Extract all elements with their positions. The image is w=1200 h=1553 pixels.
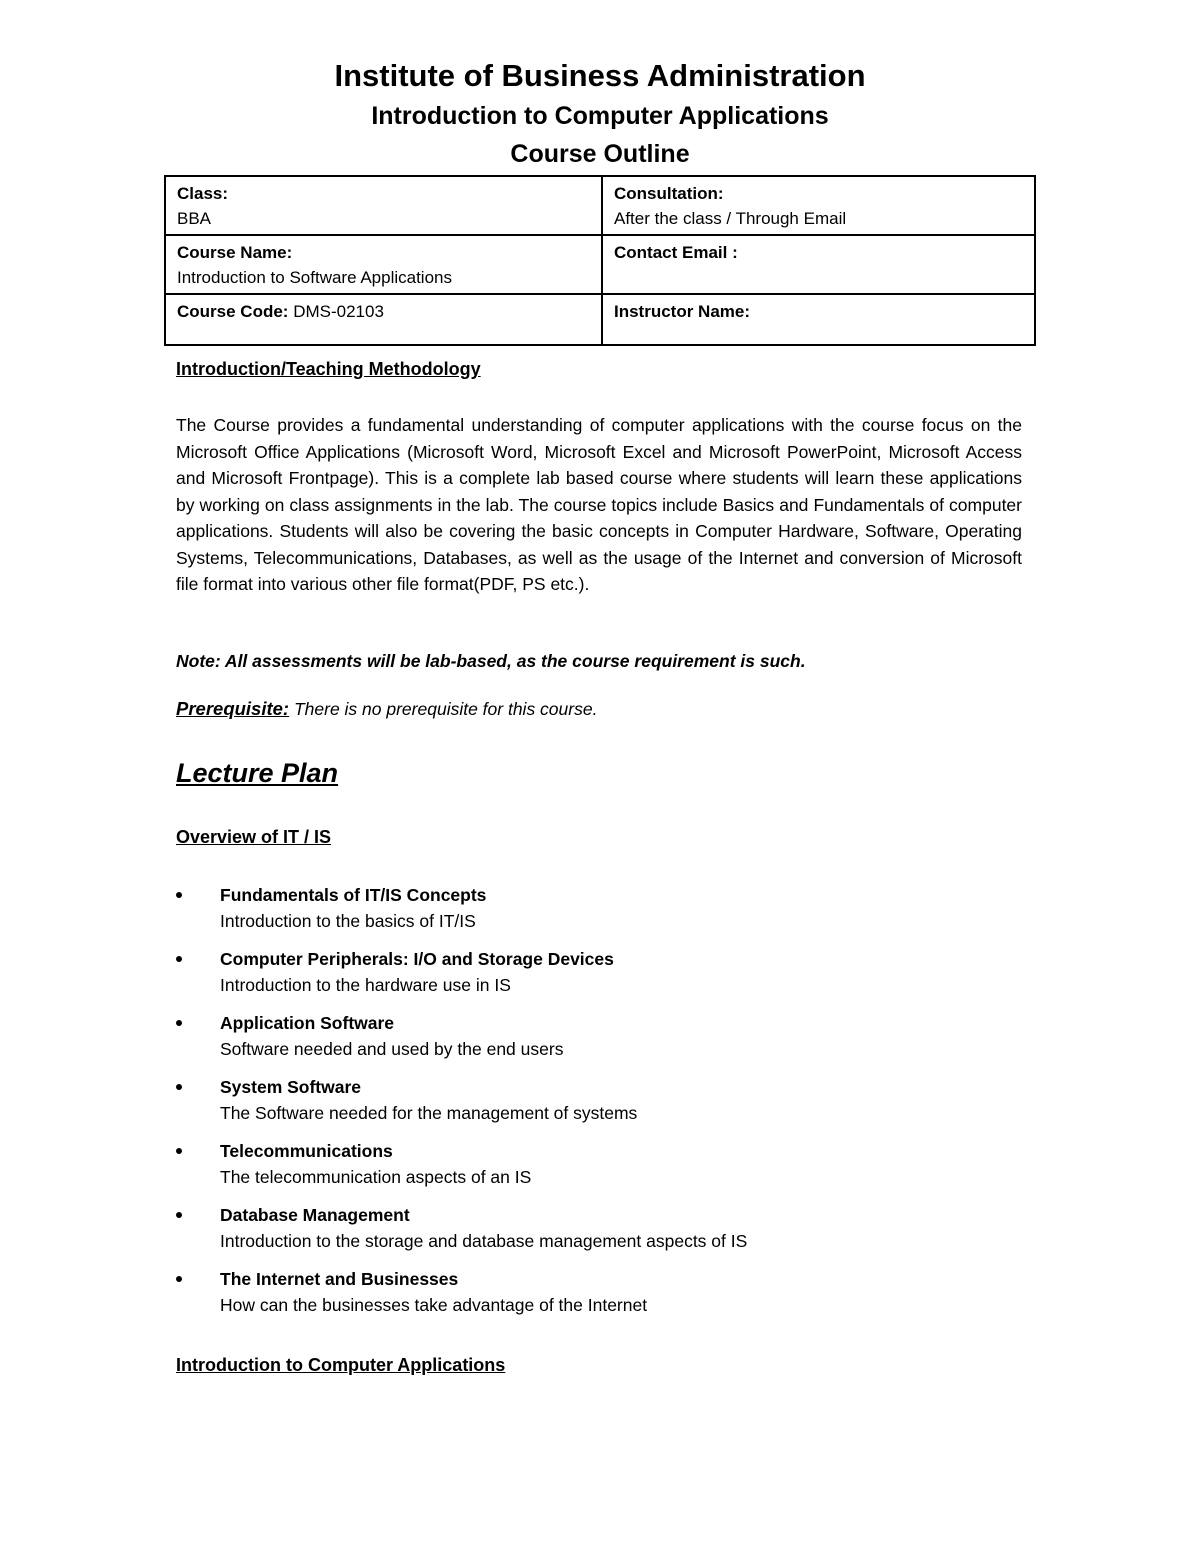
overview-heading: Overview of IT / IS	[176, 827, 332, 847]
instructor-label: Instructor Name:	[614, 302, 751, 321]
bullet-icon	[176, 1084, 182, 1090]
course-code-cell	[165, 294, 602, 345]
course-name-label: Course Name:	[177, 243, 293, 262]
topic-description: Introduction to the hardware use in IS	[220, 975, 511, 995]
topic-list	[176, 882, 1026, 1330]
document-type-title: Course Outline	[510, 140, 690, 168]
topic-description: Introduction to the storage and database management aspects of IS	[220, 1231, 748, 1251]
topic-title: Application Software	[220, 1013, 395, 1033]
methodology-paragraph: The Course provides a fundamental understanding of computer applications with the course focus on the Microsoft Office Applications (Microsoft Word, Microsoft Excel and Microsoft PowerPoint, Microsoft Access and Microsoft Frontpage). This is a complete lab based course where students will learn these applications by working on class assignments in the lab. The course topics include Basics and Fundamentals of computer applications. Students will also be covering the basic concepts in Computer Hardware, Software, Operating Systems, Telecommunications, Databases, as well as the usage of the Internet and conversion of Microsoft file format into various other file format(PDF, PS etc.).	[176, 415, 1022, 594]
list-item	[176, 1074, 1026, 1126]
list-item	[176, 946, 1026, 998]
table-row	[165, 176, 1035, 235]
prerequisite-label: Prerequisite:	[176, 698, 290, 719]
table-row	[165, 235, 1035, 294]
methodology-heading: Introduction/Teaching Methodology	[176, 359, 481, 379]
instructor-cell	[602, 294, 1035, 345]
bullet-icon	[176, 1276, 182, 1282]
course-name-cell	[165, 235, 602, 294]
topic-title: Telecommunications	[220, 1141, 393, 1161]
bullet-icon	[176, 1212, 182, 1218]
bullet-icon	[176, 956, 182, 962]
list-item	[176, 1266, 1026, 1318]
institute-title: Institute of Business Administration	[334, 58, 866, 93]
assessment-note: Note: All assessments will be lab-based, as the course requirement is such.	[176, 651, 806, 671]
course-title: Introduction to Computer Applications	[371, 102, 829, 130]
topic-description: How can the businesses take advantage of the Internet	[220, 1295, 648, 1315]
prerequisite-line	[176, 698, 1026, 720]
bullet-icon	[176, 1020, 182, 1026]
class-label: Class:	[177, 184, 229, 203]
topic-description: The telecommunication aspects of an IS	[220, 1167, 532, 1187]
prerequisite-text: There is no prerequisite for this course.	[289, 699, 598, 719]
topic-title: The Internet and Businesses	[220, 1269, 459, 1289]
class-cell	[165, 176, 602, 235]
list-item	[176, 1138, 1026, 1190]
consultation-label: Consultation:	[614, 184, 724, 203]
bullet-icon	[176, 1148, 182, 1154]
consultation-value: After the class / Through Email	[614, 209, 847, 228]
course-code-label: Course Code:	[177, 302, 289, 321]
topic-title: System Software	[220, 1077, 362, 1097]
topic-description: Software needed and used by the end users	[220, 1039, 564, 1059]
topic-title: Computer Peripherals: I/O and Storage Devices	[220, 949, 614, 969]
computer-applications-heading: Introduction to Computer Applications	[176, 1355, 506, 1375]
list-item	[176, 1010, 1026, 1062]
course-name-value: Introduction to Software Applications	[177, 268, 452, 287]
table-row	[165, 294, 1035, 345]
contact-email-cell	[602, 235, 1035, 294]
list-item	[176, 882, 1026, 934]
contact-email-label: Contact Email :	[614, 243, 738, 262]
lecture-plan-title: Lecture Plan	[176, 758, 339, 788]
course-info-table	[164, 175, 1036, 346]
class-value: BBA	[177, 209, 212, 228]
list-item	[176, 1202, 1026, 1254]
topic-description: The Software needed for the management of systems	[220, 1103, 638, 1123]
topic-title: Database Management	[220, 1205, 410, 1225]
consultation-cell	[602, 176, 1035, 235]
course-code-value: DMS-02103	[293, 302, 384, 321]
bullet-icon	[176, 892, 182, 898]
topic-description: Introduction to the basics of IT/IS	[220, 911, 476, 931]
topic-title: Fundamentals of IT/IS Concepts	[220, 885, 487, 905]
